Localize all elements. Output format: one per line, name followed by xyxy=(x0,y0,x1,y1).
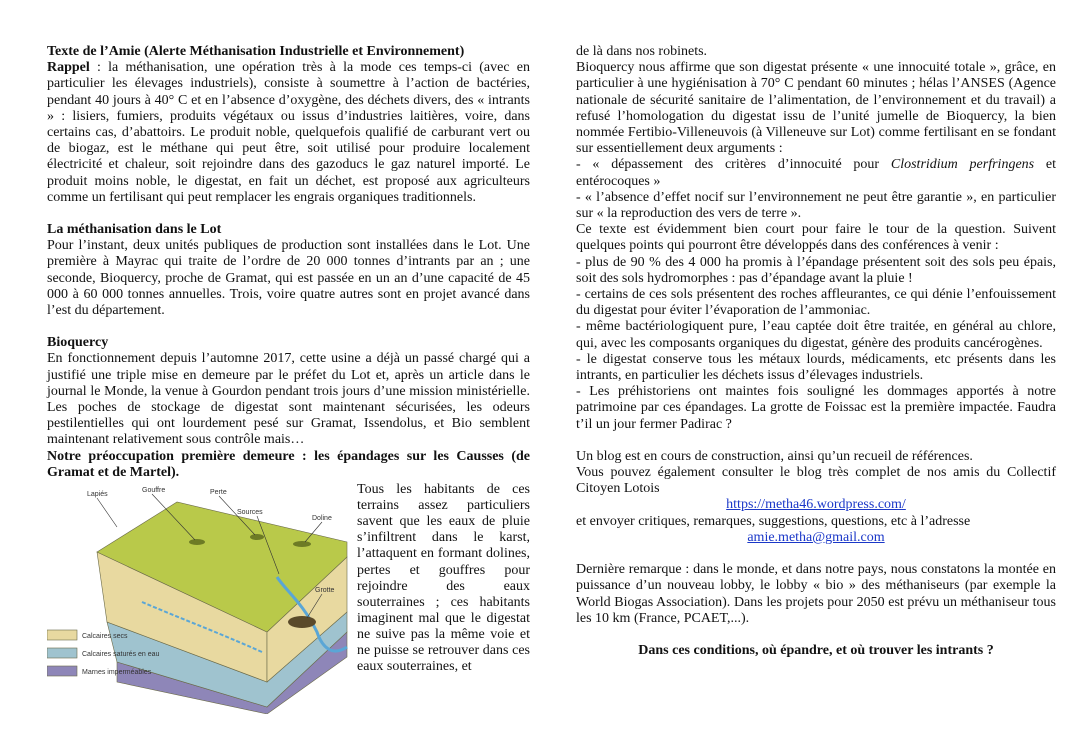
last-remark: Dernière remarque : dans le monde, et dans notre pays, nous constatons la montée en puissance d’un nouveau lobby, le lobby « bio » des méthaniseurs (par exemple la World Biogas Association). Dans les projets pour 2050 est prévu un méthaniseur tous les 10 km (France, PCAET,...). xyxy=(576,562,1056,626)
legend-label-dry: Calcaires secs xyxy=(82,633,128,641)
right-column xyxy=(576,44,1056,659)
label-lapies: Lapiés xyxy=(87,491,108,499)
point-3: - même bactériologiquent pure, l’eau captée doit être traitée, en général au chlore, qui, avec les composants organiques du digestat, génère des produits cancérogènes. xyxy=(576,319,1056,351)
argument-1-italic: Clostridium perfringens xyxy=(890,157,1035,173)
karst-diagram xyxy=(47,482,352,714)
karst-figure-block xyxy=(47,482,530,714)
argument-2: - « l’absence d’effet nocif sur l’environnement ne peut être garantie », en particulier sur « la reproduction des vers de terre ». xyxy=(576,189,1056,222)
argument-1-pre: - « dépassement des critères d’innocuité pour xyxy=(576,157,891,173)
doline-pit xyxy=(293,541,311,547)
point-1: - plus de 90 % des 4 000 ha promis à l’épandage présentent soit des sols peu épais, soit des sols hydromorphes : pas d’épandage avant la pluie ! xyxy=(576,254,1056,286)
email-link[interactable]: amie.metha@gmail.com xyxy=(747,529,885,545)
karst-diagram-svg xyxy=(47,482,352,714)
lot-heading: La méthanisation dans le Lot xyxy=(47,222,222,238)
blog-line-2: Vous pouvez également consulter le blog très complet de nos amis du Collectif Citoyen Lotois xyxy=(576,465,1056,497)
point-4: - le digestat conserve tous les métaux lourds, médicaments, etc présents dans les intrants, en particulier les déchets issus d’élevages industriels. xyxy=(576,351,1056,384)
conclusion: Dans ces conditions, où épandre, et où trouver les intrants ? xyxy=(638,642,994,658)
left-column xyxy=(47,44,530,714)
label-sources: Sources xyxy=(237,509,263,517)
argument-1-post: et entérocoques » xyxy=(576,157,1056,189)
legend-label-marl: Marnes imperméables xyxy=(82,669,152,677)
blog-line-1: Un blog est en cours de construction, ainsi qu’un recueil de références. xyxy=(576,448,973,464)
point-5: - Les préhistoriens ont maintes fois souligné les dommages apportés à notre patrimoine par ces épandages. La grotte de Foissac est la première impactée. Faudra t’il un jour fermer Padirac ? xyxy=(576,384,1056,432)
article-title: Texte de l’Amie (Alerte Méthanisation Industrielle et Environnement) xyxy=(47,44,465,59)
lot-paragraph: Pour l’instant, deux unités publiques de production sont installées dans le Lot. Une première à Mayrac qui traite de l’ordre de 20 000 tonnes d’intrants par an ; une seconde, Bioquercy, proche de Gramat, qui est passée en un an d’une capacité de 45 000 à 60 000 tonnes annuelles. Trois, voire quatre autres sont en projet avancé dans l’est du département. xyxy=(47,238,530,319)
gouffre-pit xyxy=(189,539,205,545)
blog-line-3: et envoyer critiques, remarques, suggestions, questions, etc à l’adresse xyxy=(576,513,971,529)
leader-lapies xyxy=(97,498,117,527)
legend-label-wet: Calcaires saturés en eau xyxy=(82,651,160,659)
points-intro: Ce texte est évidemment bien court pour faire le tour de la question. Suivent quelques points qui pourront être développés dans des conférences à venir : xyxy=(576,222,1056,254)
point-2: - certains de ces sols présentent des roches affleurantes, ce qui dénie l’enfouissement du digestat pour éviter l’évaporation de l’ammoniac. xyxy=(576,287,1056,319)
anses-paragraph: Bioquercy nous affirme que son digestat présente « une innocuité totale », grâce, en particulier à une hygiénisation à 70° C pendant 60 minutes ; hélas l’ANSES (Agence nationale de sécurité sanitaire de l’alimentation, de l’environnement et du travail) a refusé l’homologation du digestat issu de l’unité jumelle de Bioquercy, la bien nommée Fertibio-Villeneuvois (à Villeneuve sur Lot) comme fertilisant en se fondant sur essentiellement deux arguments : xyxy=(576,60,1056,157)
legend-swatch-marl xyxy=(47,666,77,676)
label-perte: Perte xyxy=(210,489,227,497)
figure-side-paragraph: Tous les habitants de ces terrains assez particuliers savent que les eaux de pluie s’infiltrent dans le karst, l’attaquent en formant dolines, pertes et gouffres pour rejoindre des eaux souterraines ; ces habitants imaginent mal que le digestat ne suive pas la même voie et ne puisse se retrouver dans ces eaux souterraines, et xyxy=(357,482,530,675)
argument-1 xyxy=(576,157,1056,189)
blog-link[interactable]: https://metha46.wordpress.com/ xyxy=(726,497,906,513)
label-doline: Doline xyxy=(312,515,332,523)
perte-pit xyxy=(250,534,264,540)
continuation-line: de là dans nos robinets. xyxy=(576,44,708,59)
label-grotte: Grotte xyxy=(315,587,335,595)
rappel-label: Rappel xyxy=(47,60,90,76)
rappel-text: : la méthanisation, une opération très à la mode ces temps-ci (avec en particulier les élevages industriels), consiste à soumettre à l’action de bactéries, pendant 40 jours à 40° C et en l’absence d’oxygène, des déchets divers, des « intrants » : lisiers, fumiers, produits végétaux ou issus d’industries laitières, voire, dans certains cas, d’abattoirs. Le produit noble, quelquefois qualifié de carburant vert ou de biogaz, est le méthane qui peut être, soit utilisé pour produire localement électricité et chaleur, soit rejoindre dans des gazoducs le gaz naturel importé. Le produit moins noble, le digestat, en fait un déchet, est proposé aux agriculteurs comme un fertilisant qui peut remplacer les engrais organiques traditionnels. xyxy=(47,60,530,205)
preoccupation-heading: Notre préoccupation première demeure : les épandages sur les Causses (de Gramat et de Martel). xyxy=(47,448,530,480)
legend-swatch-wet xyxy=(47,648,77,658)
legend-swatch-dry xyxy=(47,630,77,640)
bioquercy-heading: Bioquercy xyxy=(47,335,109,351)
label-gouffre: Gouffre xyxy=(142,487,166,495)
rappel-paragraph xyxy=(47,60,530,206)
bioquercy-paragraph: En fonctionnement depuis l’automne 2017, cette usine a déjà un passé chargé qui a justifié une triple mise en demeure par le préfet du Lot et, après un article dans le journal le Monde, la venue à Gourdon pendant trois jours d’une mission ministérielle. Les poches de stockage de digestat sont maintenant sécurisées, les odeurs pestilentielles qui ont lourdement pesé sur Gramat, Issendolus, et Bio semblent maintenant relativement sous contrôle mais… xyxy=(47,351,530,448)
cave-shape xyxy=(288,616,316,628)
